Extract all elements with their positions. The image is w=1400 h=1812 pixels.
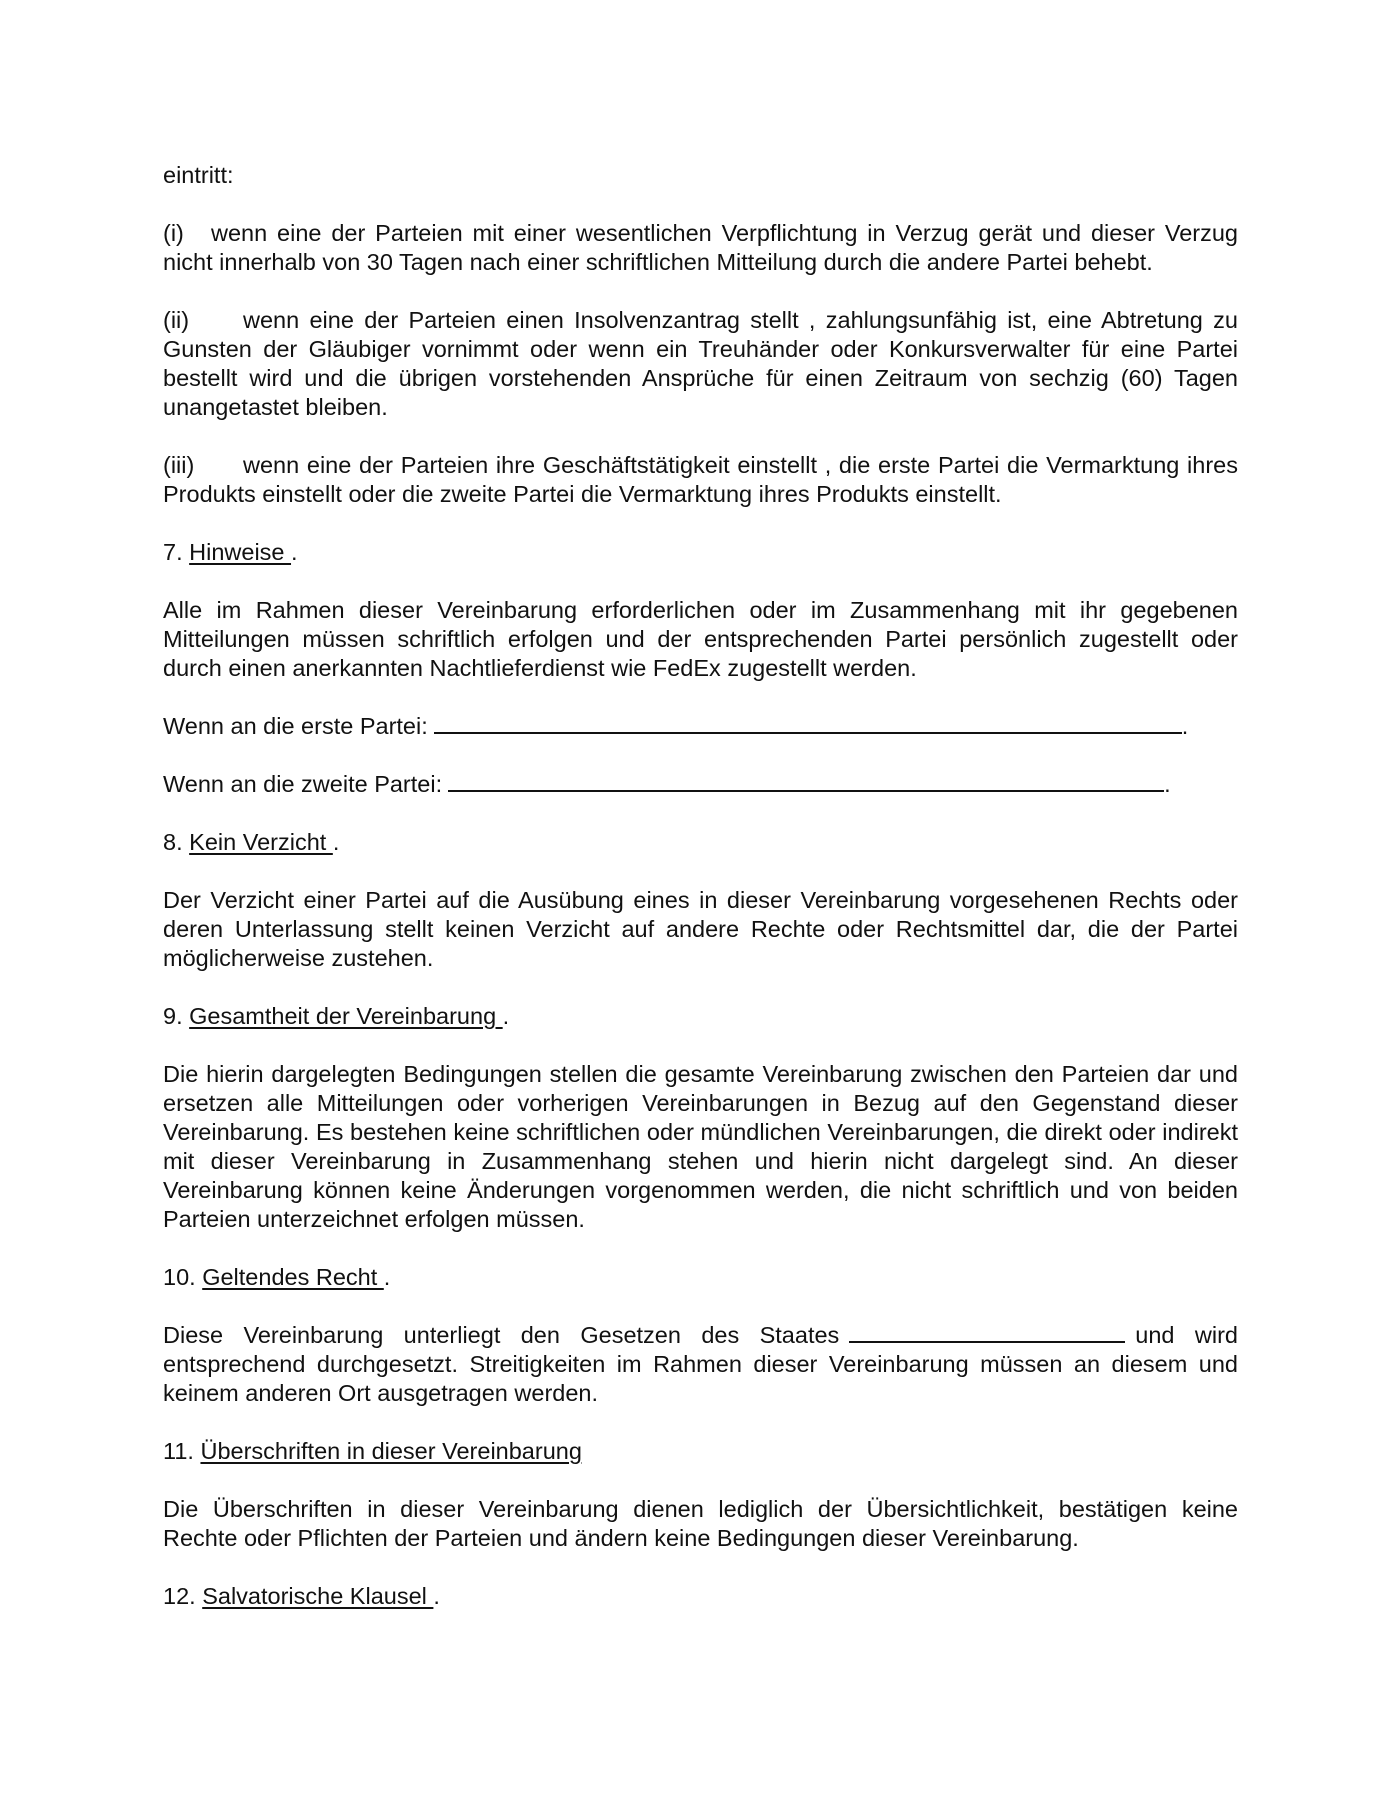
clause-ii xyxy=(163,306,1238,422)
section-7-period: . xyxy=(291,539,298,565)
first-party-period: . xyxy=(1181,713,1189,739)
section-11-heading xyxy=(163,1437,1238,1466)
section-8-number: 8. xyxy=(163,829,183,855)
section-10-text-after: und wird entsprechend durchgesetzt. Streitigkeiten im Rahmen dieser Vereinbarung müssen an diesem und keinem anderen Ort ausgetragen werden. xyxy=(163,1322,1238,1406)
first-party-blank[interactable] xyxy=(434,712,1182,734)
document-body xyxy=(163,161,1238,1640)
section-12-number: 12. xyxy=(163,1583,196,1609)
clause-i xyxy=(163,219,1238,277)
clause-iii xyxy=(163,451,1238,509)
section-11-number: 11. xyxy=(163,1438,194,1464)
second-party-blank[interactable] xyxy=(448,770,1164,792)
section-9-number: 9. xyxy=(163,1003,183,1029)
section-9-text: Die hierin dargelegten Bedingungen stellen die gesamte Vereinbarung zwischen den Parteien dar und ersetzen alle Mitteilungen oder vorherigen Vereinbarungen in Bezug auf den Gegenstand dieser Vereinbarung. Es bestehen keine schriftlichen oder mündlichen Vereinbarungen, die direkt oder indirekt mit dieser Vereinbarung in Zusammenhang stehen und hierin nicht dargelegt sind. An dieser Vereinbarung können keine Änderungen vorgenommen werden, die nicht schriftlich und von beiden Parteien unterzeichnet erfolgen müssen. xyxy=(163,1061,1238,1232)
state-blank[interactable] xyxy=(849,1321,1125,1343)
section-9-title: Gesamtheit der Vereinbarung xyxy=(189,1003,503,1029)
section-10-number: 10. xyxy=(163,1264,196,1290)
section-8-title: Kein Verzicht xyxy=(189,829,333,855)
section-12-period: . xyxy=(433,1583,440,1609)
clause-ii-text: wenn eine der Parteien einen Insolvenzantrag stellt , zahlungsunfähig ist, eine Abtretung zu Gunsten der Gläubiger vornimmt oder wenn ein Treuhänder oder Konkursverwalter für eine Partei bestellt wird und die übrigen vorstehenden Ansprüche für einen Zeitraum von sechzig (60) Tagen unangetastet bleiben. xyxy=(163,307,1238,420)
section-12-heading xyxy=(163,1582,1238,1611)
section-7-title: Hinweise xyxy=(189,539,292,565)
clause-ii-label: (ii) xyxy=(163,307,190,333)
clause-i-label: (i) xyxy=(163,220,184,246)
section-12-title: Salvatorische Klausel xyxy=(202,1583,434,1609)
clause-i-text: wenn eine der Parteien mit einer wesentlichen Verpflichtung in Verzug gerät und dieser Verzug nicht innerhalb von 30 Tagen nach einer schriftlichen Mitteilung durch die andere Partei behebt. xyxy=(163,220,1238,275)
section-8-heading xyxy=(163,828,1238,857)
clause-iii-text: wenn eine der Parteien ihre Geschäftstätigkeit einstellt , die erste Partei die Vermarktung ihres Produkts einstellt oder die zweite Partei die Vermarktung ihres Produkts einstellt. xyxy=(163,452,1238,507)
first-party-label: Wenn an die erste Partei: xyxy=(163,713,428,739)
clause-iii-label: (iii) xyxy=(163,452,195,478)
section-7-heading xyxy=(163,538,1238,567)
section-10-heading xyxy=(163,1263,1238,1292)
section-8-text: Der Verzicht einer Partei auf die Ausübung eines in dieser Vereinbarung vorgesehenen Rechts oder deren Unterlassung stellt keinen Verzicht auf andere Rechte oder Rechtsmittel dar, die der Partei möglicherweise zustehen. xyxy=(163,887,1238,971)
section-7-number: 7. xyxy=(163,539,183,565)
second-party-line xyxy=(163,770,1238,799)
section-8-period: . xyxy=(332,829,340,855)
section-10-text xyxy=(163,1321,1238,1408)
section-9-period: . xyxy=(502,1003,510,1029)
section-10-period: . xyxy=(383,1264,391,1290)
intro-text: eintritt: xyxy=(163,162,234,188)
second-party-period: . xyxy=(1164,771,1171,797)
first-party-line xyxy=(163,712,1238,741)
second-party-label: Wenn an die zweite Partei: xyxy=(163,771,443,797)
section-11-title: Überschriften in dieser Vereinbarung xyxy=(200,1438,582,1464)
section-10-title: Geltendes Recht xyxy=(202,1264,384,1290)
section-10-text-before: Diese Vereinbarung unterliegt den Gesetzen des Staates xyxy=(163,1322,840,1348)
section-11-text: Die Überschriften in dieser Vereinbarung dienen lediglich der Übersichtlichkeit, bestätigen keine Rechte oder Pflichten der Parteien und ändern keine Bedingungen dieser Vereinbarung. xyxy=(163,1496,1238,1551)
section-9-heading xyxy=(163,1002,1238,1031)
section-7-text: Alle im Rahmen dieser Vereinbarung erforderlichen oder im Zusammenhang mit ihr gegebenen Mitteilungen müssen schriftlich erfolgen und der entsprechenden Partei persönlich zugestellt oder durch einen anerkannten Nachtlieferdienst wie FedEx zugestellt werden. xyxy=(163,597,1238,681)
